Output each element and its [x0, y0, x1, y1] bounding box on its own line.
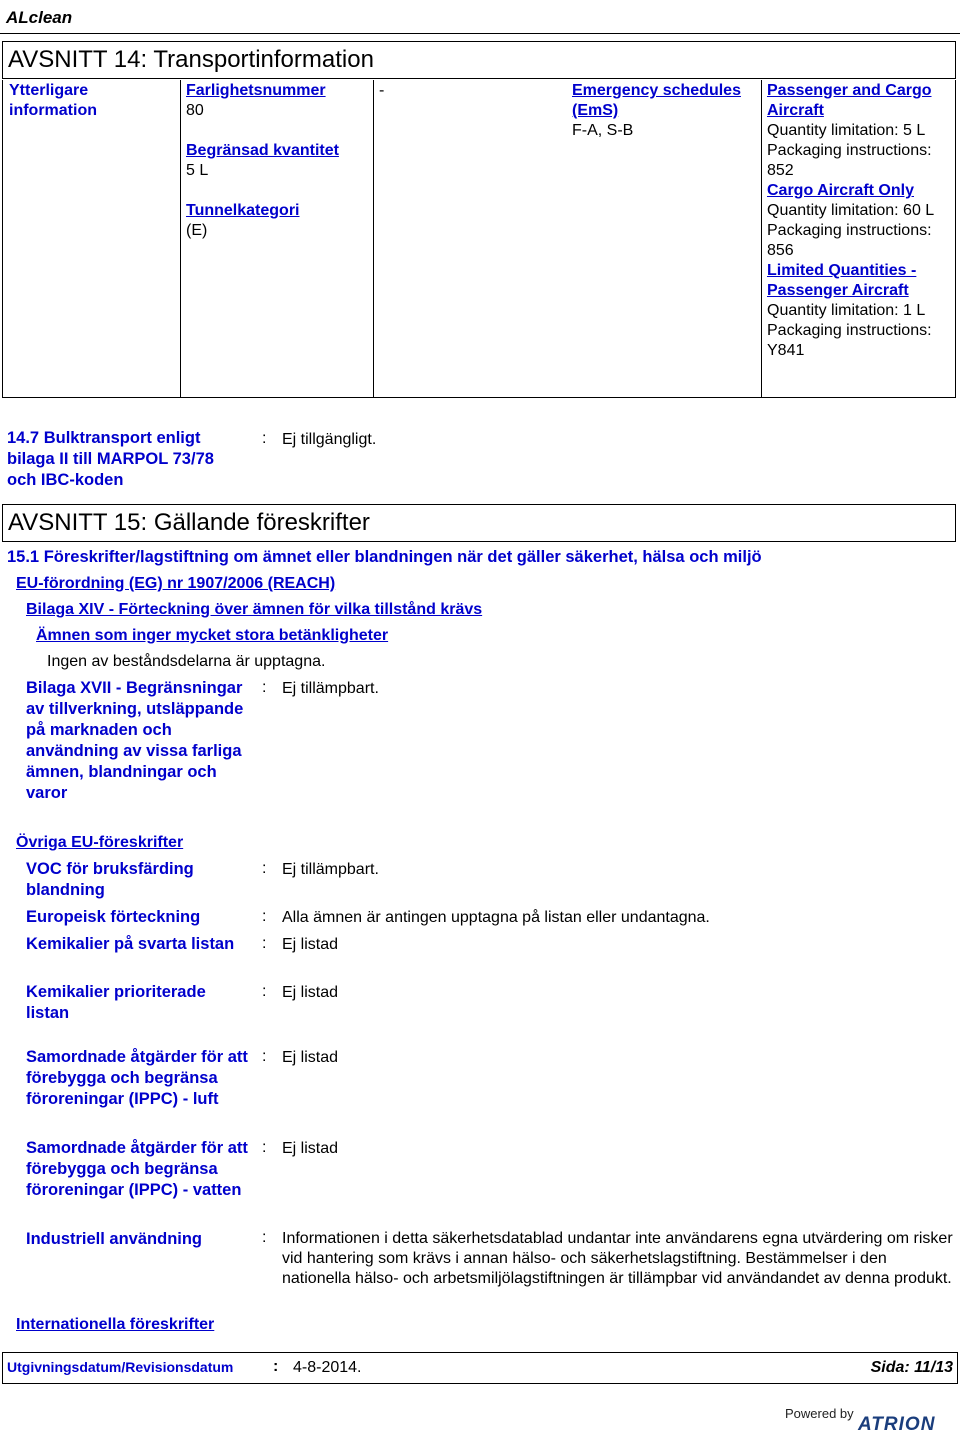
air-limited-line: Packaging instructions: Y841 [767, 322, 932, 359]
colon: : [262, 1229, 267, 1246]
ippc-air-label: Samordnade åtgärder för att förebygga och begränsa föroreningar (IPPC) - luft [26, 1048, 248, 1108]
ems-value: F-A, S-B [572, 122, 634, 139]
col-dash: - [379, 82, 385, 99]
ippc-water-value: Ej listad [282, 1140, 339, 1157]
industrial-use-value: Informationen i detta säkerhetsdatablad undantar inte användarens egna utvärdering om risker vid hantering som krävs i annan hälso- och säkerhetslagstiftning. Bestämmelser i den nationella hälso- och arbetsmiljölagstiftningen är tillämpbar vid användandet av denna produkt. [282, 1230, 953, 1287]
air-cargo-only-line: Packaging instructions: 856 [767, 222, 932, 259]
colon: : [262, 860, 267, 877]
colon: : [262, 908, 267, 925]
subsection-15-1: 15.1 Föreskrifter/lagstiftning om ämnet eller blandningen när det gäller säkerhet, hälsa och miljö [7, 548, 762, 566]
european-inventory-label: Europeisk förteckning [26, 908, 201, 926]
col-air [761, 80, 957, 397]
priority-list-value: Ej listad [282, 984, 339, 1001]
issue-date-label: Utgivningsdatum/Revisionsdatum [7, 1359, 234, 1375]
section-14-title: AVSNITT 14: Transportinformation [2, 41, 956, 79]
bulk-transport-value: Ej tillgängligt. [282, 431, 377, 448]
ippc-air-value: Ej listad [282, 1049, 339, 1066]
international-heading: Internationella föreskrifter [16, 1316, 215, 1333]
air-limited-heading: Limited Quantities - Passenger Aircraft [767, 262, 917, 299]
issue-date-value: 4-8-2014. [293, 1359, 362, 1376]
air-limited-line: Quantity limitation: 1 L [767, 302, 926, 319]
ippc-water-label: Samordnade åtgärder för att förebygga och begränsa föroreningar (IPPC) - vatten [26, 1139, 248, 1199]
other-eu-heading: Övriga EU-föreskrifter [16, 834, 184, 851]
row-label: Ytterligare information [9, 82, 97, 119]
annex-xvii-label: Bilaga XVII - Begränsningar av tillverkning, utsläppande på marknaden och användning av vissa farliga ämnen, blandningar och varor [26, 679, 244, 802]
col-ems [566, 80, 761, 397]
annex-xiv-heading: Bilaga XIV - Förteckning över ämnen för vilka tillstånd krävs [26, 601, 483, 618]
tunnel-heading: Tunnelkategori [186, 202, 300, 219]
footer-colon: : [273, 1358, 279, 1375]
col-hazard [180, 80, 373, 397]
bulk-transport-label: 14.7 Bulktransport enligt bilaga II till MARPOL 73/78 och IBC-koden [7, 429, 214, 489]
blacklist-label: Kemikalier på svarta listan [26, 935, 235, 953]
priority-list-label: Kemikalier prioriterade listan [26, 983, 206, 1022]
colon: : [262, 1048, 267, 1065]
air-pax-cargo-line: Packaging instructions: 852 [767, 142, 932, 179]
air-pax-cargo-line: Quantity limitation: 5 L [767, 122, 926, 139]
colon: : [262, 430, 267, 447]
european-inventory-value: Alla ämnen är antingen upptagna på listan eller undantagna. [282, 909, 710, 926]
colon: : [262, 679, 267, 696]
limited-qty-value: 5 L [186, 162, 209, 179]
reach-heading: EU-förordning (EG) nr 1907/2006 (REACH) [16, 575, 336, 592]
limited-qty-heading: Begränsad kvantitet [186, 142, 339, 159]
air-pax-cargo-heading: Passenger and Cargo Aircraft [767, 82, 932, 119]
svhc-heading: Ämnen som inger mycket stora betänkligheter [36, 627, 389, 644]
footer [2, 1352, 958, 1384]
voc-label: VOC för bruksfärding blandning [26, 860, 194, 899]
colon: : [262, 935, 267, 952]
section-15-title: AVSNITT 15: Gällande föreskrifter [2, 504, 956, 542]
colon: : [262, 1139, 267, 1156]
brand-name: ALclean [6, 8, 73, 27]
colon: : [262, 983, 267, 1000]
industrial-use-label: Industriell användning [26, 1230, 203, 1248]
atrion-logo: ATRION [858, 1414, 936, 1435]
hazard-number-value: 80 [186, 102, 204, 119]
ems-heading: Emergency schedules (EmS) [572, 82, 741, 119]
transport-table [2, 80, 956, 398]
air-cargo-only-heading: Cargo Aircraft Only [767, 182, 914, 199]
header-divider [0, 33, 960, 34]
page-number: Sida: 11/13 [870, 1359, 953, 1376]
air-cargo-only-line: Quantity limitation: 60 L [767, 202, 935, 219]
svhc-note: Ingen av beståndsdelarna är upptagna. [47, 653, 326, 670]
blacklist-value: Ej listad [282, 936, 339, 953]
hazard-number-heading: Farlighetsnummer [186, 82, 326, 99]
tunnel-value: (E) [186, 222, 208, 239]
annex-xvii-value: Ej tillämpbart. [282, 680, 379, 697]
voc-value: Ej tillämpbart. [282, 861, 379, 878]
powered-by-text: Powered by [785, 1406, 854, 1421]
